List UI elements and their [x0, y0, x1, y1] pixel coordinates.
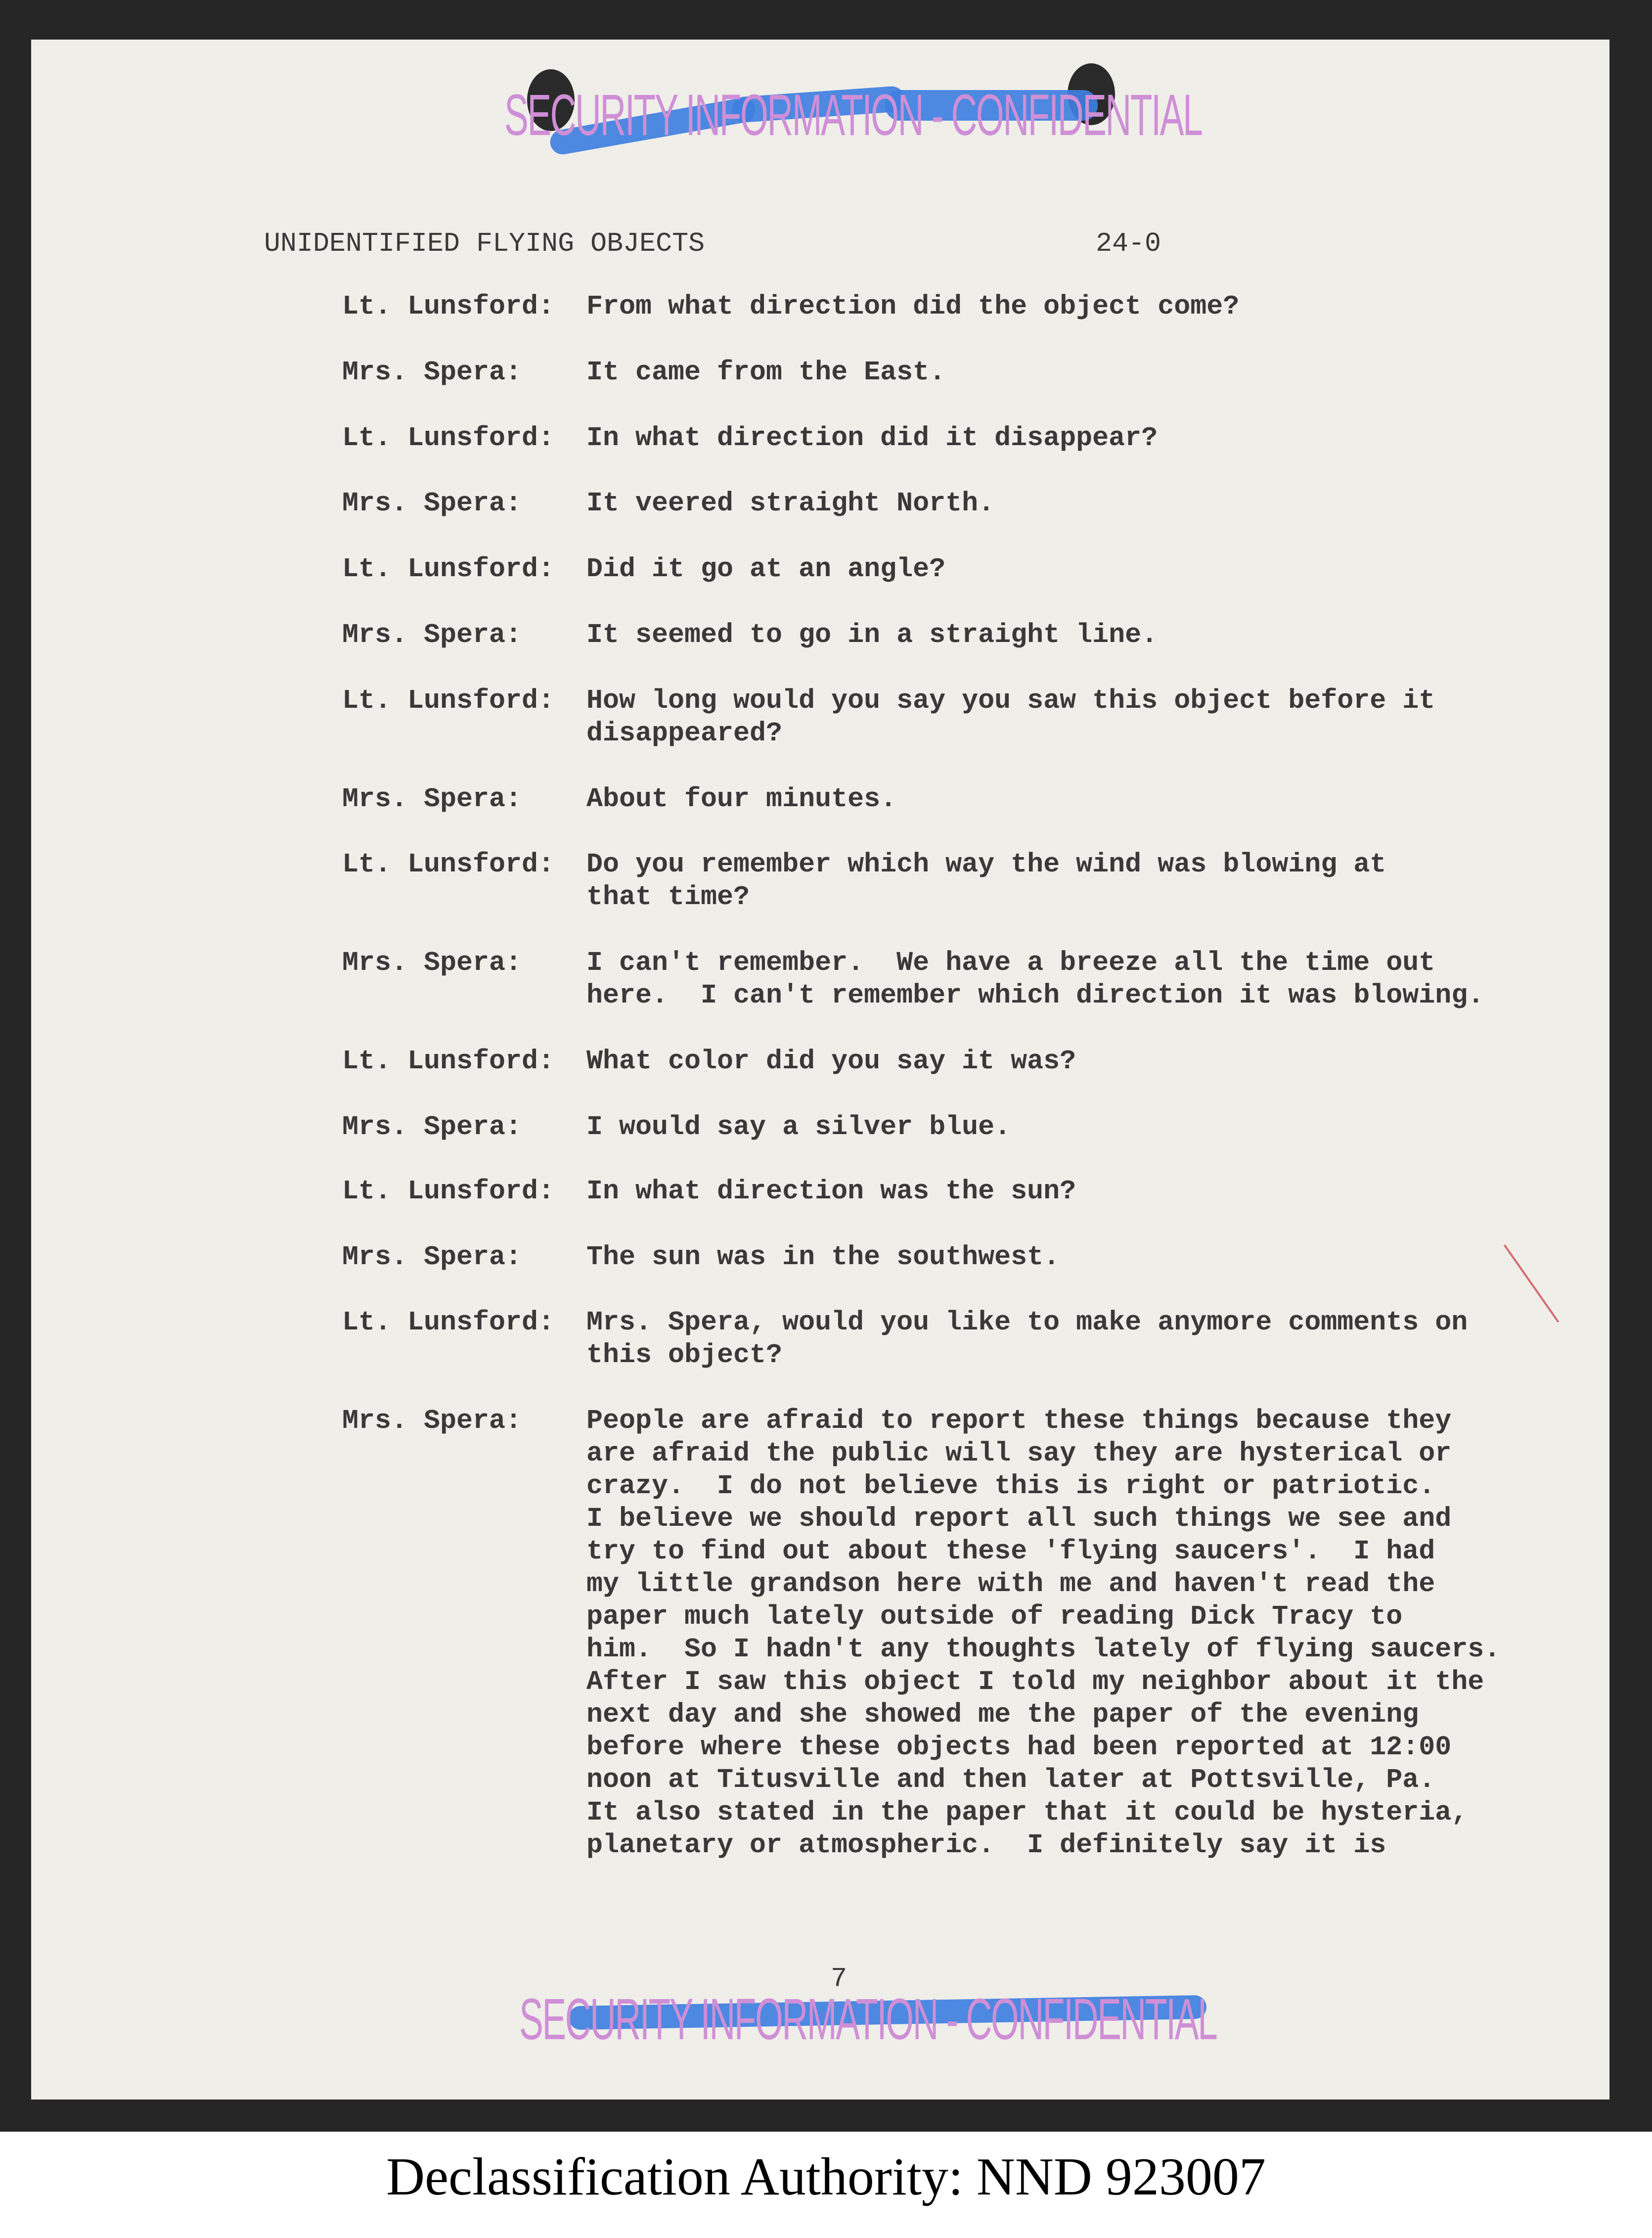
dialogue-text: People are afraid to report these things because they are afraid the public will say they are hysterical or crazy. I do not believe this is right or patriotic. I believe we should report all such things we see and try to find out about these 'flying saucers'. I had my little grandson here with me and haven't read the paper much lately outside of reading Dick Tracy to him. So I hadn't any thoughts lately of flying saucers. After I saw this object I told my neighbor about it the next day and she showed me the paper of the evening before where these objects had been reported at 12:00 noon at Titusville and then later at Pottsville, Pa. It also stated in the paper that it could be hysteria, planetary or atmospheric. I definitely say it is [586, 1405, 1501, 1861]
dialogue-text: The sun was in the southwest. [586, 1241, 1060, 1273]
speaker-label: Mrs. Spera: [342, 488, 522, 519]
speaker-label: Lt. Lunsford: [342, 849, 555, 880]
dialogue-text: Mrs. Spera, would you like to make anymore comments on this object? [586, 1307, 1468, 1370]
dialogue-text: How long would you say you saw this object before it disappeared? [586, 685, 1435, 749]
document-title: UNIDENTIFIED FLYING OBJECTS [264, 228, 705, 259]
dialogue-text: It seemed to go in a straight line. [586, 619, 1158, 650]
page-number: 7 [831, 1963, 848, 1994]
classification-stamp-top: SECURITY INFORMATION - CONFIDENTIAL [504, 83, 1202, 148]
speaker-label: Mrs. Spera: [342, 947, 522, 978]
dialogue-text: Did it go at an angle? [586, 553, 946, 585]
speaker-label: Mrs. Spera: [342, 1241, 522, 1273]
dialogue-text: In what direction did it disappear? [586, 422, 1158, 454]
dialogue-text: About four minutes. [586, 783, 897, 815]
dialogue-text: What color did you say it was? [586, 1046, 1076, 1077]
dialogue-text: I would say a silver blue. [586, 1111, 1011, 1142]
document-reference: 24-0 [1096, 228, 1161, 259]
speaker-label: Lt. Lunsford: [342, 1046, 555, 1077]
speaker-label: Lt. Lunsford: [342, 291, 555, 322]
speaker-label: Lt. Lunsford: [342, 422, 555, 454]
dialogue-text: In what direction was the sun? [586, 1176, 1076, 1207]
speaker-label: Mrs. Spera: [342, 357, 522, 388]
speaker-label: Lt. Lunsford: [342, 685, 555, 716]
dialogue-text: I can't remember. We have a breeze all the time out here. I can't remember which direction it was blowing. [586, 947, 1484, 1011]
dialogue-text: It veered straight North. [586, 488, 995, 519]
classification-stamp-bottom: SECURITY INFORMATION - CONFIDENTIAL [519, 1987, 1217, 2052]
speaker-label: Mrs. Spera: [342, 1111, 522, 1142]
speaker-label: Lt. Lunsford: [342, 1176, 555, 1207]
dialogue-text: Do you remember which way the wind was blowing at that time? [586, 849, 1386, 913]
dialogue-text: It came from the East. [586, 357, 946, 388]
speaker-label: Mrs. Spera: [342, 1405, 522, 1436]
speaker-label: Lt. Lunsford: [342, 1307, 555, 1338]
speaker-label: Mrs. Spera: [342, 783, 522, 815]
dialogue-text: From what direction did the object come? [586, 291, 1240, 322]
speaker-label: Mrs. Spera: [342, 619, 522, 650]
declassification-caption: Declassification Authority: NND 923007 [386, 2147, 1266, 2206]
speaker-label: Lt. Lunsford: [342, 553, 555, 585]
